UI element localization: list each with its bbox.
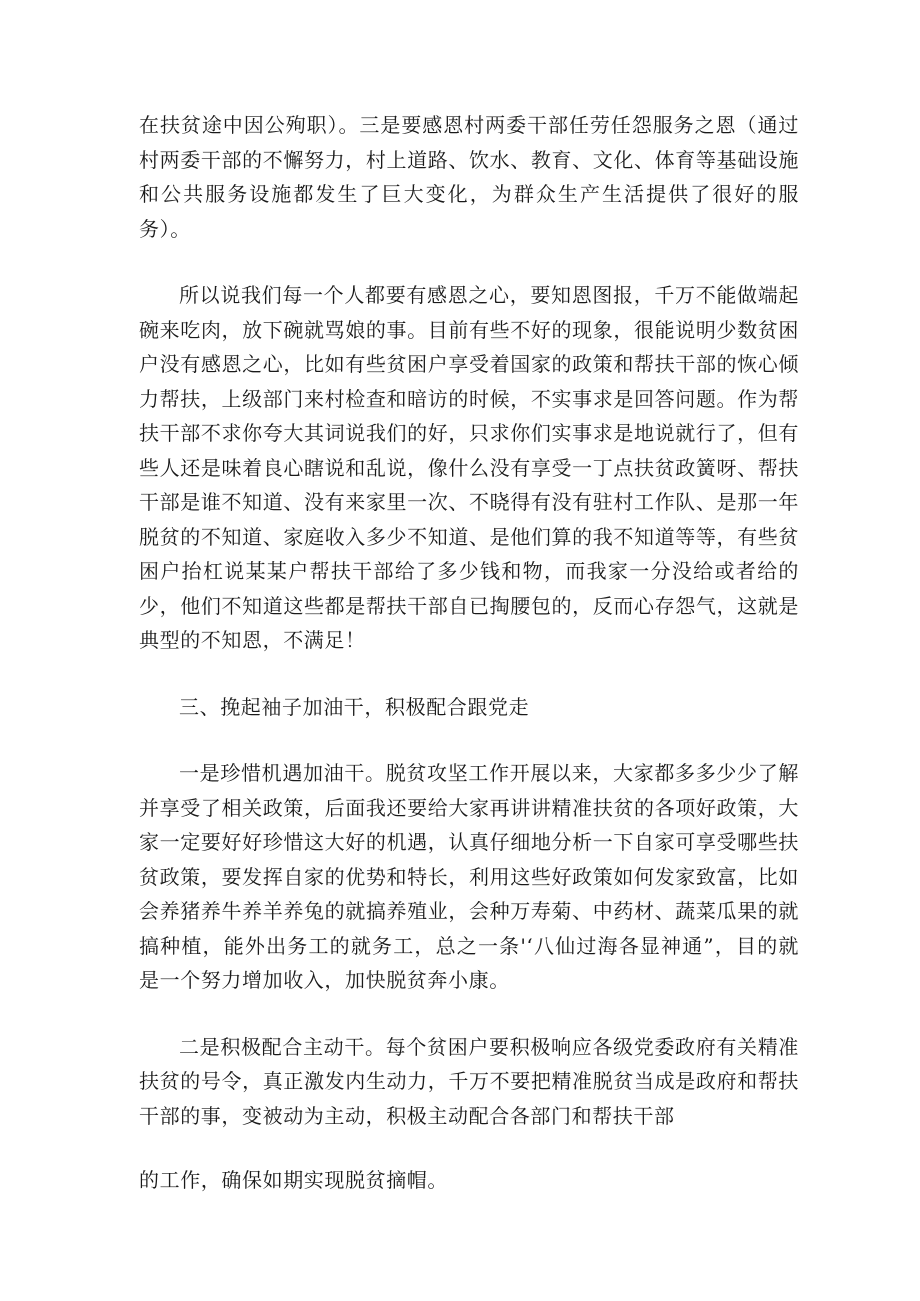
paragraph-2: 所以说我们每一个人都要有感恩之心，要知恩图报，千万不能做端起碗来吃肉，放下碗就骂娘的事。目前有些不好的现象，很能说明少数贫困户没有感恩之心，比如有些贫困户享受着国家的政策和帮扶干部的恢心倾力帮扶，上级部门来村检查和暗访的时候，不实事求是回答问题。作为帮扶干部不求你夸大其词说我们的好，只求你们实事求是地说就行了，但有些人还是味着良心瞎说和乱说，像什么没有享受一丁点扶贫政簧呀、帮扶干部是谁不知道、没有来家里一次、不晓得有没有驻村工作队、是那一年脱贫的不知道、家庭收入多少不知道、是他们算的我不知道等等，有些贫困户抬杠说某某户帮扶干部给了多少钱和物，而我家一分没给或者给的少，他们不知道这些都是帮扶干部自已掏腰包的，反而心存怨气，这就是典型的不知恩，不满足！ [139, 283, 799, 652]
paragraph-gap [139, 724, 799, 756]
paragraph-gap [139, 1133, 799, 1163]
paragraph-1: 在扶贫途中因公殉职）。三是要感恩村两委干部任劳任怨服务之恩（通过村两委干部的不懈努力，村上道路、饮水、教育、文化、体育等基础设施和公共服务设施都发生了巨大变化，为群众生产生活提供了很好的服务）。 [139, 113, 799, 241]
paragraph-gap [139, 998, 799, 1030]
paragraph-gap [139, 246, 799, 278]
paragraph-4: 二是积极配合主动干。每个贫困户要积极响应各级党委政府有关精准扶贫的号令，真正激发内生动力，千万不要把精准脱贫当成是政府和帮扶干部的事，变被动为主动，积极主动配合各部门和帮扶干部 [139, 1034, 799, 1128]
paragraph-5: 的工作，确保如期实现脱贫摘帽。 [139, 1168, 448, 1192]
paragraph-gap [139, 658, 799, 690]
document-body [139, 108, 799, 1198]
section-heading: 三、挽起袖子加油干，积极配合跟党走 [179, 694, 530, 719]
paragraph-3: 一是珍惜机遇加油干。脱贫攻坚工作开展以来，大家都多多少少了解并享受了相关政策，后面我还要给大家再讲讲精准扶贫的各项好政策，大家一定要好好珍惜这大好的机遇，认真仔细地分析一下自家可享受哪些扶贫政策，要发挥自家的优势和特长，利用这些好政策如何发家致富，比如会养猪养牛养羊养兔的就搞养殖业，会种万寿菊、中药材、蔬菜瓜果的就搞种植，能外出务工的就务工，总之一条'‘八仙过海各显神通”，目的就是一个努力增加收入，加快脱贫奔小康。 [139, 761, 799, 992]
